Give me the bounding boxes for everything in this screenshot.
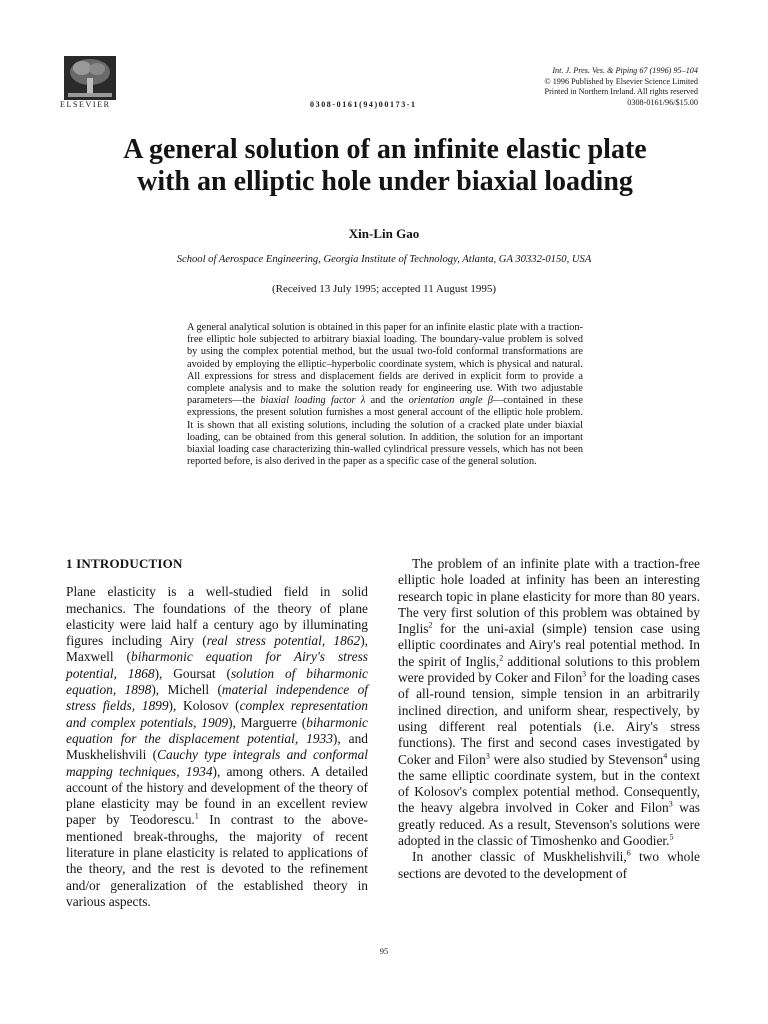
text-span: Plane elasticity is a well-studied field in solid mechanics. The foundations of the theory of plane elasticity were laid half a century ago by illuminating figures including Airy (	[66, 584, 368, 649]
price-code: 0308-0161/96/$15.00	[627, 97, 698, 107]
title-line-1: A general solution of an infinite elastic plate	[123, 134, 647, 165]
reference-superscript: 5	[669, 832, 674, 842]
right-column	[398, 556, 700, 882]
reference-superscript: 4	[663, 751, 668, 761]
emph-span: biharmonic equation for Airy's stress potential, 1868	[66, 649, 368, 681]
reference-superscript: 1	[194, 811, 199, 821]
journal-citation: Int. J. Pres. Ves. & Piping 67 (1996) 95–104	[552, 66, 698, 75]
text-span: In contrast to the above-mentioned break-throughs, the majority of recent literature in plane elasticity is related to applications of the theory, and the rest is devoted to the refinement and/or generalization of the established theory in various aspects.	[66, 812, 368, 909]
text-span: for the uni-axial (simple) tension case using elliptic coordinates and Airy's real potential method. In the spirit of Inglis,	[398, 621, 700, 669]
printed-line: Printed in Northern Ireland. All rights reserved	[544, 87, 698, 97]
emph-span: biharmonic equation for the displacement potential, 1933	[66, 714, 368, 746]
author-name: Xin-Lin Gao	[348, 226, 420, 241]
publisher-name: ELSEVIER	[60, 100, 111, 109]
intro-paragraph-1	[66, 584, 368, 910]
elsevier-logo	[60, 56, 118, 109]
text-span: for the loading cases of all-round tension, simple tension in an arbitrarily inclined direction, and uniform shear, respectively, by using different real potentials (i.e. Airy's stress functions). The first and second cases investigated by Coker and Filon	[398, 670, 700, 767]
abstract-term-beta: orientation angle β	[408, 395, 493, 407]
paper-title	[40, 134, 730, 198]
copyright-line: © 1996 Published by Elsevier Science Limited	[544, 76, 698, 86]
emph-span: material independence of stress fields, 1899	[66, 682, 368, 714]
abstract-text-2: and the	[365, 395, 409, 407]
reference-superscript: 3	[582, 669, 587, 679]
tree-logo-icon	[64, 56, 116, 100]
text-span: additional solutions to this problem were provided by Coker and Filon	[398, 653, 701, 686]
reference-superscript: 6	[626, 848, 631, 858]
text-span: ), among others. A detailed account of the history and development of the theory of plane elasticity may be found in an excellent review paper by Teodorescu.	[66, 763, 368, 828]
page-number: 95	[379, 946, 389, 956]
reference-superscript: 2	[499, 653, 504, 663]
intro-paragraph-3	[398, 849, 700, 882]
text-span: was greatly reduced. As a result, Stevenson's solutions were adopted in the classic of Timoshenko and Goodier.	[398, 800, 700, 849]
reference-superscript: 3	[668, 799, 673, 809]
author-affiliation: School of Aerospace Engineering, Georgia Institute of Technology, Atlanta, GA 30332-0150, USA	[176, 254, 592, 265]
reference-superscript: 2	[428, 620, 433, 630]
text-span: ), and Muskhelishvili (	[66, 730, 368, 763]
abstract-text-1: A general analytical solution is obtained in this paper for an infinite elastic plate with a traction-free elliptic hole subjected to arbitrary biaxial loading. The boundary-value problem is solved by using the complex potential method, but the usual two-fold conformal transformations are avoided by employing the elliptic–hyperbolic coordinate system, which is physical and natural. All expressions for stress and displacement fields are derived in explicit form to provide a complete analysis and to make the solution ready for engineering use. With two adjustable parameters—the	[187, 322, 583, 407]
left-column	[66, 556, 368, 910]
text-span: The problem of an infinite plate with a traction-free elliptic hole loaded at infinity has been an interesting research topic in plane elasticity for more than 80 years. The very first solution of this problem was obtained by Inglis	[398, 556, 700, 637]
abstract-text-3: —contained in these expressions, the present solution furnishes a most general account of the elliptic hole problem. It is shown that all existing solutions, including the solution of a cracked plate under biaxial loading, can be obtained from this general solution. In addition, the solution for an important biaxial loading case characterizing thin-walled cylindrical pressure vessels, which has not been reported before, is also derived in the paper as a specific case of the general solution.	[187, 395, 583, 468]
emph-span: solution of biharmonic equation, 1898	[66, 665, 368, 698]
issn-code: 0308-0161(94)00173-1	[310, 100, 417, 109]
text-span: using the same elliptic coordinate system, but in the context of Kolosov's complex potential method. Consequently, the heavy algebra involved in Coker and Filon	[398, 751, 700, 816]
emph-span: Cauchy type integrals and conformal mapping techniques, 1934	[66, 747, 368, 779]
abstract-term-lambda: biaxial loading factor λ	[260, 395, 366, 407]
text-span: were also studied by Stevenson	[489, 751, 664, 767]
text-span: ), Marguerre (	[228, 714, 307, 730]
text-span: In another classic of Muskhelishvili,	[412, 849, 627, 865]
text-span: ), Maxwell (	[66, 633, 368, 665]
emph-span: real stress potential, 1862	[206, 633, 361, 649]
section-heading-introduction: 1 INTRODUCTION	[66, 556, 183, 571]
text-span: ), Goursat (	[154, 665, 231, 681]
title-line-2: with an elliptic hole under biaxial loading	[137, 166, 633, 197]
abstract	[187, 322, 583, 468]
text-span: two whole sections are devoted to the development of	[398, 849, 700, 881]
reference-superscript: 3	[485, 751, 490, 761]
intro-paragraph-2	[398, 556, 700, 849]
text-span: ), Kolosov (	[168, 698, 240, 714]
emph-span: complex representation and complex potentials, 1909	[66, 698, 368, 730]
text-span: ), Michell (	[151, 682, 222, 698]
journal-info	[544, 66, 698, 108]
received-dates: (Received 13 July 1995; accepted 11 August 1995)	[271, 283, 497, 295]
